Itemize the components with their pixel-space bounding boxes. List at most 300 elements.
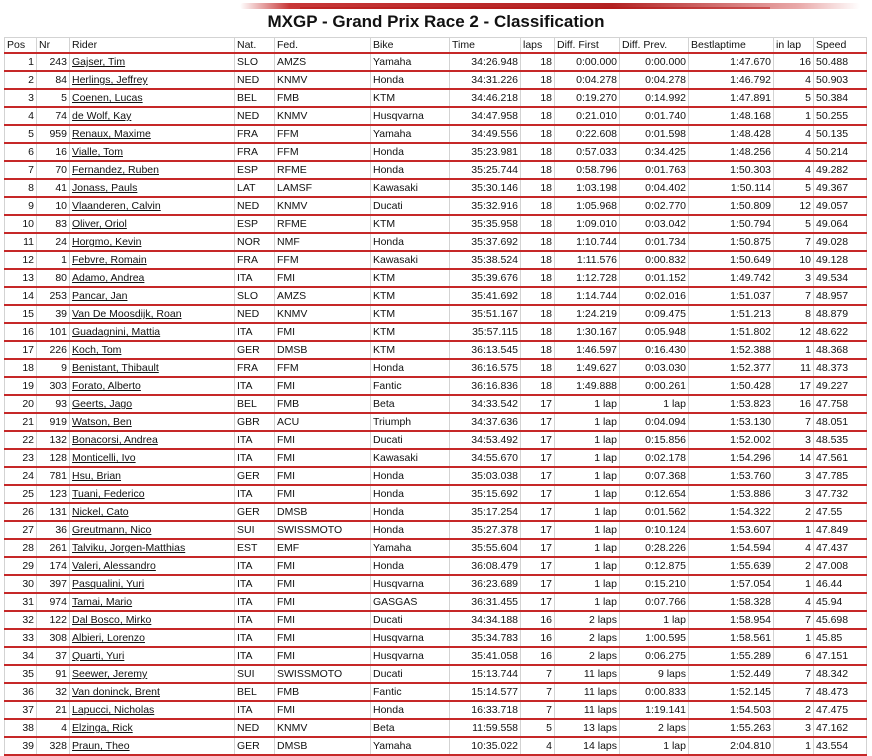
rider-link[interactable]: Elzinga, Rick [72, 722, 133, 734]
in-lap-cell: 12 [774, 197, 814, 215]
nat-cell: GER [235, 467, 275, 485]
bestlap-cell: 1:50.428 [689, 377, 774, 395]
nr-cell: 132 [37, 431, 70, 449]
bike-cell: Husqvarna [371, 629, 450, 647]
diff-prev-cell: 0:02.770 [620, 197, 689, 215]
in-lap-cell: 14 [774, 449, 814, 467]
nr-cell: 101 [37, 323, 70, 341]
fed-cell: RFME [275, 215, 371, 233]
rider-link[interactable]: Tamai, Mario [72, 596, 133, 608]
in-lap-cell: 12 [774, 323, 814, 341]
laps-cell: 18 [521, 251, 555, 269]
fed-cell: FFM [275, 359, 371, 377]
fed-cell: FMI [275, 593, 371, 611]
in-lap-cell: 4 [774, 71, 814, 89]
pos-cell: 35 [5, 665, 37, 683]
diff-first-cell: 1 lap [555, 593, 620, 611]
pos-cell: 22 [5, 431, 37, 449]
fed-cell: KNMV [275, 107, 371, 125]
rider-link[interactable]: Albieri, Lorenzo [72, 632, 145, 644]
diff-prev-cell: 0:04.402 [620, 179, 689, 197]
time-cell: 35:23.981 [450, 143, 521, 161]
nat-cell: BEL [235, 395, 275, 413]
speed-cell: 48.473 [814, 683, 867, 701]
diff-first-cell: 0:19.270 [555, 89, 620, 107]
laps-cell: 18 [521, 71, 555, 89]
nat-cell: GER [235, 737, 275, 755]
speed-cell: 47.151 [814, 647, 867, 665]
time-cell: 34:49.556 [450, 125, 521, 143]
bike-cell: GASGAS [371, 593, 450, 611]
nat-cell: NED [235, 71, 275, 89]
laps-cell: 17 [521, 395, 555, 413]
nat-cell: FRA [235, 359, 275, 377]
speed-cell: 49.028 [814, 233, 867, 251]
bike-cell: Fantic [371, 683, 450, 701]
nr-cell: 70 [37, 161, 70, 179]
table-row [5, 719, 867, 737]
fed-cell: EMF [275, 539, 371, 557]
table-body [5, 53, 867, 755]
time-cell: 36:13.545 [450, 341, 521, 359]
diff-prev-cell: 0:00.832 [620, 251, 689, 269]
bestlap-cell: 1:53.823 [689, 395, 774, 413]
rider-cell [70, 143, 235, 161]
rider-link[interactable]: Gajser, Tim [72, 56, 126, 68]
table-row [5, 629, 867, 647]
laps-cell: 18 [521, 179, 555, 197]
time-cell: 36:16.836 [450, 377, 521, 395]
speed-cell: 47.475 [814, 701, 867, 719]
pos-cell: 26 [5, 503, 37, 521]
nat-cell: BEL [235, 89, 275, 107]
diff-prev-cell: 0:01.740 [620, 107, 689, 125]
in-lap-cell: 2 [774, 557, 814, 575]
table-row [5, 251, 867, 269]
rider-link[interactable]: Forato, Alberto [72, 380, 141, 392]
column-header: Pos [5, 38, 37, 54]
diff-prev-cell: 0:01.598 [620, 125, 689, 143]
time-cell: 11:59.558 [450, 719, 521, 737]
table-row [5, 179, 867, 197]
diff-first-cell: 1 lap [555, 413, 620, 431]
fed-cell: FFM [275, 251, 371, 269]
diff-first-cell: 1 lap [555, 521, 620, 539]
in-lap-cell: 5 [774, 215, 814, 233]
fed-cell: FMB [275, 683, 371, 701]
table-row [5, 701, 867, 719]
rider-link[interactable]: Tuani, Federico [72, 488, 145, 500]
nat-cell: FRA [235, 125, 275, 143]
rider-link[interactable]: de Wolf, Kay [72, 110, 132, 122]
speed-cell: 45.85 [814, 629, 867, 647]
nat-cell: NOR [235, 233, 275, 251]
rider-cell [70, 647, 235, 665]
diff-first-cell: 14 laps [555, 737, 620, 755]
nr-cell: 397 [37, 575, 70, 593]
laps-cell: 17 [521, 557, 555, 575]
bike-cell: Husqvarna [371, 575, 450, 593]
diff-prev-cell: 0:04.094 [620, 413, 689, 431]
in-lap-cell: 6 [774, 647, 814, 665]
fed-cell: DMSB [275, 503, 371, 521]
table-row [5, 53, 867, 71]
table-row [5, 449, 867, 467]
pos-cell: 9 [5, 197, 37, 215]
rider-link[interactable]: Praun, Theo [72, 740, 130, 752]
in-lap-cell: 7 [774, 233, 814, 251]
laps-cell: 7 [521, 701, 555, 719]
diff-prev-cell: 0:02.178 [620, 449, 689, 467]
pos-cell: 39 [5, 737, 37, 755]
bike-cell: Ducati [371, 665, 450, 683]
diff-prev-cell: 0:14.992 [620, 89, 689, 107]
fed-cell: FMI [275, 611, 371, 629]
bestlap-cell: 1:53.760 [689, 467, 774, 485]
rider-cell [70, 521, 235, 539]
nat-cell: ITA [235, 701, 275, 719]
rider-link[interactable]: Oliver, Oriol [72, 218, 127, 230]
pos-cell: 5 [5, 125, 37, 143]
rider-link[interactable]: Greutmann, Nico [72, 524, 152, 536]
table-row [5, 503, 867, 521]
diff-first-cell: 0:58.796 [555, 161, 620, 179]
nat-cell: NED [235, 107, 275, 125]
fed-cell: NMF [275, 233, 371, 251]
laps-cell: 18 [521, 305, 555, 323]
pos-cell: 29 [5, 557, 37, 575]
rider-link[interactable]: Talviku, Jorgen-Matthias [72, 542, 186, 554]
rider-link[interactable]: Bonacorsi, Andrea [72, 434, 158, 446]
bike-cell: KTM [371, 323, 450, 341]
rider-link[interactable]: Vialle, Tom [72, 146, 123, 158]
speed-cell: 49.064 [814, 215, 867, 233]
speed-cell: 48.622 [814, 323, 867, 341]
laps-cell: 17 [521, 431, 555, 449]
diff-first-cell: 2 laps [555, 647, 620, 665]
diff-prev-cell: 0:01.562 [620, 503, 689, 521]
diff-first-cell: 1:03.198 [555, 179, 620, 197]
diff-prev-cell: 0:00.261 [620, 377, 689, 395]
bestlap-cell: 1:52.388 [689, 341, 774, 359]
laps-cell: 18 [521, 197, 555, 215]
column-header: Diff. Prev. [620, 38, 689, 54]
pos-cell: 12 [5, 251, 37, 269]
diff-prev-cell: 0:06.275 [620, 647, 689, 665]
in-lap-cell: 4 [774, 161, 814, 179]
table-row [5, 269, 867, 287]
bestlap-cell: 1:58.328 [689, 593, 774, 611]
diff-first-cell: 1 lap [555, 467, 620, 485]
table-row [5, 413, 867, 431]
laps-cell: 18 [521, 341, 555, 359]
nr-cell: 328 [37, 737, 70, 755]
rider-link[interactable]: Seewer, Jeremy [72, 668, 148, 680]
laps-cell: 7 [521, 683, 555, 701]
rider-link[interactable]: Renaux, Maxime [72, 128, 151, 140]
bestlap-cell: 1:50.114 [689, 179, 774, 197]
rider-link[interactable]: Vlaanderen, Calvin [72, 200, 161, 212]
time-cell: 35:30.146 [450, 179, 521, 197]
speed-cell: 50.903 [814, 71, 867, 89]
laps-cell: 17 [521, 503, 555, 521]
diff-prev-cell: 0:05.948 [620, 323, 689, 341]
table-row [5, 125, 867, 143]
bestlap-cell: 1:54.503 [689, 701, 774, 719]
rider-link[interactable]: Dal Bosco, Mirko [72, 614, 152, 626]
in-lap-cell: 1 [774, 341, 814, 359]
diff-prev-cell: 1 lap [620, 611, 689, 629]
fed-cell: FMI [275, 485, 371, 503]
rider-cell [70, 107, 235, 125]
laps-cell: 18 [521, 287, 555, 305]
time-cell: 10:35.022 [450, 737, 521, 755]
rider-cell [70, 665, 235, 683]
speed-cell: 47.732 [814, 485, 867, 503]
rider-link[interactable]: Valeri, Alessandro [72, 560, 156, 572]
pos-cell: 30 [5, 575, 37, 593]
diff-first-cell: 2 laps [555, 611, 620, 629]
rider-cell [70, 89, 235, 107]
column-header: Fed. [275, 38, 371, 54]
rider-link[interactable]: Geerts, Jago [72, 398, 133, 410]
in-lap-cell: 2 [774, 701, 814, 719]
time-cell: 36:23.689 [450, 575, 521, 593]
pos-cell: 19 [5, 377, 37, 395]
speed-cell: 47.849 [814, 521, 867, 539]
bike-cell: Kawasaki [371, 449, 450, 467]
diff-first-cell: 1:11.576 [555, 251, 620, 269]
rider-link[interactable]: Quarti, Yuri [72, 650, 125, 662]
bike-cell: Ducati [371, 431, 450, 449]
bike-cell: Honda [371, 161, 450, 179]
table-row [5, 323, 867, 341]
nat-cell: SLO [235, 287, 275, 305]
diff-prev-cell: 0:00.833 [620, 683, 689, 701]
fed-cell: FMI [275, 467, 371, 485]
rider-link[interactable]: Guadagnini, Mattia [72, 326, 161, 338]
time-cell: 34:34.188 [450, 611, 521, 629]
bike-cell: Honda [371, 701, 450, 719]
rider-link[interactable]: Jonass, Pauls [72, 182, 138, 194]
table-row [5, 593, 867, 611]
in-lap-cell: 7 [774, 683, 814, 701]
bike-cell: Honda [371, 557, 450, 575]
rider-link[interactable]: Nickel, Cato [72, 506, 129, 518]
bike-cell: Husqvarna [371, 107, 450, 125]
bestlap-cell: 1:51.213 [689, 305, 774, 323]
fed-cell: LAMSF [275, 179, 371, 197]
bestlap-cell: 1:55.289 [689, 647, 774, 665]
speed-cell: 50.135 [814, 125, 867, 143]
rider-cell [70, 359, 235, 377]
rider-cell [70, 539, 235, 557]
pos-cell: 10 [5, 215, 37, 233]
speed-cell: 50.255 [814, 107, 867, 125]
nat-cell: SUI [235, 665, 275, 683]
in-lap-cell: 8 [774, 305, 814, 323]
diff-first-cell: 11 laps [555, 665, 620, 683]
fed-cell: DMSB [275, 737, 371, 755]
nr-cell: 974 [37, 593, 70, 611]
laps-cell: 16 [521, 611, 555, 629]
fed-cell: ACU [275, 413, 371, 431]
nat-cell: NED [235, 719, 275, 737]
time-cell: 34:46.218 [450, 89, 521, 107]
laps-cell: 17 [521, 485, 555, 503]
diff-prev-cell: 9 laps [620, 665, 689, 683]
table-row [5, 341, 867, 359]
bike-cell: Yamaha [371, 539, 450, 557]
table-row [5, 431, 867, 449]
rider-cell [70, 413, 235, 431]
diff-prev-cell: 1 lap [620, 737, 689, 755]
time-cell: 34:31.226 [450, 71, 521, 89]
column-header: Time [450, 38, 521, 54]
fed-cell: RFME [275, 161, 371, 179]
table-row [5, 305, 867, 323]
rider-cell [70, 737, 235, 755]
speed-cell: 46.44 [814, 575, 867, 593]
diff-first-cell: 1:14.744 [555, 287, 620, 305]
diff-prev-cell: 0:01.763 [620, 161, 689, 179]
speed-cell: 47.55 [814, 503, 867, 521]
in-lap-cell: 1 [774, 575, 814, 593]
bike-cell: Yamaha [371, 53, 450, 71]
in-lap-cell: 7 [774, 665, 814, 683]
rider-cell [70, 485, 235, 503]
rider-link[interactable]: Lapucci, Nicholas [72, 704, 155, 716]
table-row [5, 665, 867, 683]
nat-cell: ITA [235, 377, 275, 395]
diff-first-cell: 0:57.033 [555, 143, 620, 161]
time-cell: 35:41.692 [450, 287, 521, 305]
laps-cell: 18 [521, 143, 555, 161]
table-header-row [5, 38, 867, 54]
nr-cell: 24 [37, 233, 70, 251]
laps-cell: 18 [521, 215, 555, 233]
rider-link[interactable]: Benistant, Thibault [72, 362, 159, 374]
rider-cell [70, 395, 235, 413]
speed-cell: 47.758 [814, 395, 867, 413]
rider-cell [70, 719, 235, 737]
rider-link[interactable]: Monticelli, Ivo [72, 452, 136, 464]
rider-link[interactable]: Hsu, Brian [72, 470, 122, 482]
in-lap-cell: 16 [774, 53, 814, 71]
nr-cell: 4 [37, 719, 70, 737]
fed-cell: KNMV [275, 197, 371, 215]
bike-cell: KTM [371, 341, 450, 359]
rider-cell [70, 269, 235, 287]
bestlap-cell: 1:50.875 [689, 233, 774, 251]
rider-link[interactable]: Fernandez, Ruben [72, 164, 159, 176]
speed-cell: 47.437 [814, 539, 867, 557]
pos-cell: 11 [5, 233, 37, 251]
pos-cell: 33 [5, 629, 37, 647]
header-brush-underline [300, 7, 770, 9]
nr-cell: 123 [37, 485, 70, 503]
rider-link[interactable]: Herlings, Jeffrey [72, 74, 148, 86]
rider-link[interactable]: Pasqualini, Yuri [72, 578, 145, 590]
time-cell: 35:37.692 [450, 233, 521, 251]
rider-link[interactable]: Febvre, Romain [72, 254, 147, 266]
nat-cell: NED [235, 197, 275, 215]
nr-cell: 122 [37, 611, 70, 629]
time-cell: 34:53.492 [450, 431, 521, 449]
pos-cell: 28 [5, 539, 37, 557]
diff-first-cell: 1 lap [555, 431, 620, 449]
column-header: Rider [70, 38, 235, 54]
nat-cell: BEL [235, 683, 275, 701]
in-lap-cell: 3 [774, 431, 814, 449]
diff-prev-cell: 0:15.856 [620, 431, 689, 449]
pos-cell: 32 [5, 611, 37, 629]
speed-cell: 48.535 [814, 431, 867, 449]
rider-link[interactable]: Van De Moosdijk, Roan [72, 308, 182, 320]
pos-cell: 4 [5, 107, 37, 125]
time-cell: 15:13.744 [450, 665, 521, 683]
pos-cell: 24 [5, 467, 37, 485]
classification-table [4, 37, 867, 756]
nat-cell: ITA [235, 431, 275, 449]
rider-link[interactable]: Coenen, Lucas [72, 92, 143, 104]
speed-cell: 49.057 [814, 197, 867, 215]
fed-cell: SWISSMOTO [275, 665, 371, 683]
rider-link[interactable]: Koch, Tom [72, 344, 122, 356]
bestlap-cell: 1:50.303 [689, 161, 774, 179]
diff-first-cell: 0:21.010 [555, 107, 620, 125]
table-row [5, 485, 867, 503]
nr-cell: 91 [37, 665, 70, 683]
rider-link[interactable]: Horgmo, Kevin [72, 236, 142, 248]
diff-prev-cell: 0:00.000 [620, 53, 689, 71]
in-lap-cell: 7 [774, 287, 814, 305]
diff-first-cell: 1:49.888 [555, 377, 620, 395]
rider-link[interactable]: Watson, Ben [72, 416, 132, 428]
pos-cell: 13 [5, 269, 37, 287]
diff-first-cell: 1:12.728 [555, 269, 620, 287]
diff-prev-cell: 0:01.734 [620, 233, 689, 251]
nat-cell: FRA [235, 143, 275, 161]
in-lap-cell: 2 [774, 503, 814, 521]
fed-cell: AMZS [275, 53, 371, 71]
bike-cell: Honda [371, 503, 450, 521]
nr-cell: 781 [37, 467, 70, 485]
speed-cell: 49.128 [814, 251, 867, 269]
bike-cell: KTM [371, 287, 450, 305]
diff-prev-cell: 1:00.595 [620, 629, 689, 647]
laps-cell: 17 [521, 593, 555, 611]
column-header: Bestlaptime [689, 38, 774, 54]
rider-link[interactable]: Adamo, Andrea [72, 272, 145, 284]
diff-first-cell: 1 lap [555, 557, 620, 575]
diff-first-cell: 13 laps [555, 719, 620, 737]
diff-prev-cell: 0:28.226 [620, 539, 689, 557]
rider-link[interactable]: Van doninck, Brent [72, 686, 160, 698]
pos-cell: 8 [5, 179, 37, 197]
rider-cell [70, 161, 235, 179]
bike-cell: Kawasaki [371, 179, 450, 197]
nr-cell: 83 [37, 215, 70, 233]
in-lap-cell: 1 [774, 629, 814, 647]
speed-cell: 48.957 [814, 287, 867, 305]
rider-link[interactable]: Pancar, Jan [72, 290, 128, 302]
nr-cell: 174 [37, 557, 70, 575]
diff-prev-cell: 0:12.654 [620, 485, 689, 503]
bestlap-cell: 1:52.002 [689, 431, 774, 449]
nat-cell: NED [235, 305, 275, 323]
bike-cell: Honda [371, 359, 450, 377]
